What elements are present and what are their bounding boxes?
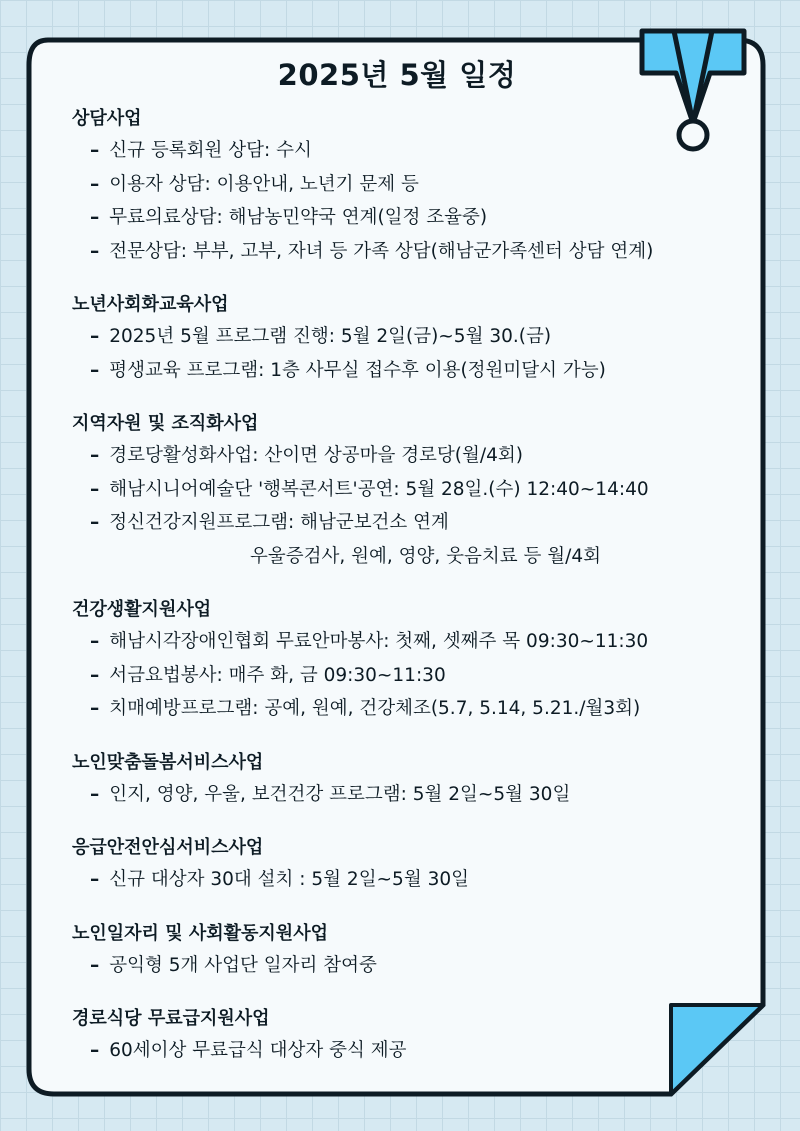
section-title: 경로식당 무료급지원사업	[72, 1008, 270, 1029]
section-title: 상담사업	[72, 108, 142, 129]
list-item: – 60세이상 무료급식 대상자 중식 제공	[90, 1040, 407, 1061]
section-title: 응급안전안심서비스사업	[72, 837, 264, 858]
section-title: 노년사회화교육사업	[72, 294, 229, 315]
section-senior-jobs	[72, 919, 762, 983]
list-item: – 이용자 상담: 이용안내, 노년기 문제 등	[90, 173, 419, 195]
list-item: – 경로당활성화사업: 산이면 상공마을 경로당(월/4회)	[90, 445, 523, 466]
list-item: – 공익형 5개 사업단 일자리 참여중	[90, 954, 377, 976]
list-item: – 전문상담: 부부, 고부, 자녀 등 가족 상담(해남군가족센터 상담 연계)	[90, 240, 654, 262]
list-item: – 해남시니어예술단 '행복콘서트'공연: 5월 28일.(수) 12:40~14:40	[90, 478, 649, 500]
section-health-support	[72, 595, 762, 726]
list-item: – 치매예방프로그램: 공예, 원예, 건강체조(5.7, 5.14, 5.21./월3회)	[90, 698, 641, 719]
section-title: 지역자원 및 조직화사업	[72, 413, 259, 434]
list-item: – 해남시각장애인협회 무료안마봉사: 첫째, 셋째주 목 09:30~11:30	[90, 631, 649, 652]
section-community-resources	[72, 409, 762, 573]
list-item: – 신규 대상자 30대 설치 : 5월 2일~5월 30일	[90, 869, 469, 890]
list-item: – 정신건강지원프로그램: 해남군보건소 연계	[90, 512, 449, 533]
list-item: – 평생교육 프로그램: 1층 사무실 접수후 이용(정원미달시 가능)	[90, 359, 606, 381]
list-item: – 무료의료상담: 해남농민약국 연계(일정 조율중)	[90, 207, 488, 228]
section-custom-care	[72, 748, 762, 812]
page-title: 2025년 5월 일정	[277, 58, 517, 92]
section-title: 건강생활지원사업	[72, 599, 212, 620]
section-counseling	[72, 104, 762, 268]
section-emergency-safety	[72, 833, 762, 897]
list-item: – 인지, 영양, 우울, 보건건강 프로그램: 5월 2일~5월 30일	[90, 783, 571, 805]
list-item: – 서금요법봉사: 매주 화, 금 09:30~11:30	[90, 664, 446, 686]
section-senior-education	[72, 290, 762, 387]
section-free-meals	[72, 1004, 762, 1068]
note-content	[72, 53, 762, 1090]
schedule-note	[26, 37, 766, 1097]
list-item: – 2025년 5월 프로그램 진행: 5월 2일(금)~5월 30.(금)	[90, 326, 552, 347]
section-title: 노인일자리 및 사회활동지원사업	[72, 922, 328, 944]
section-title: 노인맞춤돌봄서비스사업	[72, 751, 264, 773]
list-item-continuation: 우울증검사, 원예, 영양, 웃음치료 등 월/4회	[250, 545, 601, 567]
list-item: – 신규 등록회원 상담: 수시	[90, 140, 312, 161]
